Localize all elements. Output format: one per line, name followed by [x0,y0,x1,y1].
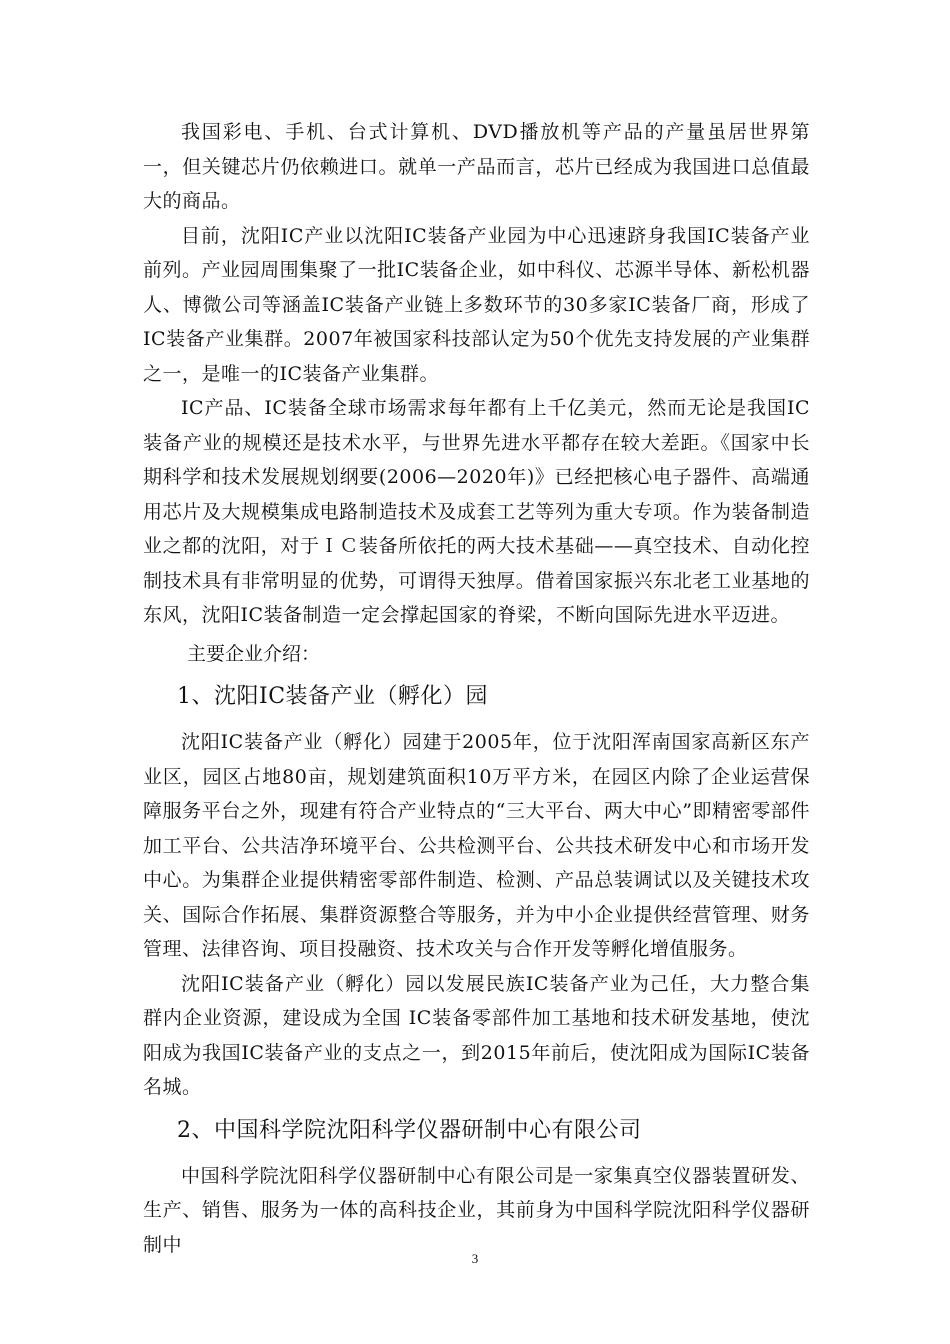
section-heading-ic-park: 1、沈阳IC装备产业（孵化）园 [177,684,489,709]
major-enterprises-label: 主要企业介绍： [187,642,321,665]
paragraph-chip-imports: 我国彩电、手机、台式计算机、DVD播放机等产品的产量虽居世界第一，但关键芯片仍依赖进口。就单一产品而言，芯片已经成为我国进口总值最大的商品。 [143,121,810,212]
paragraph-market-and-policy: IC产品、IC装备全球市场需求每年都有上千亿美元，然而无论是我国IC装备产业的规模还是技术水平，与世界先进水平都存在较大差距。《国家中长期科学和技术发展规划纲要(2006—2020年)》已经把核心电子器件、高端通用芯片及大规模集成电路制造技术及成套工艺等列为重大专项。作为装备制造业之都的沈阳，对于ＩＣ装备所依托的两大技术基础——真空技术、自动化控制技术具有非常明显的优势，可谓得天独厚。借着国家振兴东北老工业基地的东风，沈阳IC装备制造一定会撑起国家的脊梁，不断向国际先进水平迈进。 [143,397,810,626]
page-number: 3 [471,1251,479,1266]
paragraph-shenyang-ic-industry: 目前，沈阳IC产业以沈阳IC装备产业园为中心迅速跻身我国IC装备产业前列。产业园周围集聚了一批IC装备企业，如中科仪、芯源半导体、新松机器人、博微公司等涵盖IC装备产业链上多数环节的30多家IC装备厂商，形成了IC装备产业集群。2007年被国家科技部认定为50个优先支持发展的产业集群之一，是唯一的IC装备产业集群。 [143,224,810,385]
paragraph-sky-technology-overview: 中国科学院沈阳科学仪器研制中心有限公司是一家集真空仪器装置研发、生产、销售、服务为一体的高科技企业，其前身为中国科学院沈阳科学仪器研制中 [143,1164,810,1256]
paragraph-ic-park-goals: 沈阳IC装备产业（孵化）园以发展民族IC装备产业为己任，大力整合集群内企业资源，建设成为全国 IC装备零部件加工基地和技术研发基地，使沈阳成为我国IC装备产业的支点之一，到2015年前后，使沈阳成为国际IC装备名城。 [143,972,810,1098]
section-heading-sky-technology: 2、中国科学院沈阳科学仪器研制中心有限公司 [177,1117,642,1143]
page-body [143,115,810,1262]
paragraph-ic-park-overview: 沈阳IC装备产业（孵化）园建于2005年，位于沈阳浑南国家高新区东产业区，园区占地80亩，规划建筑面积10万平方米，在园区内除了企业运营保障服务平台之外，现建有符合产业特点的“三大平台、两大中心”即精密零部件加工平台、公共洁净环境平台、公共检测平台、公共技术研发中心和市场开发中心。为集群企业提供精密零部件制造、检测、产品总装调试以及关键技术攻关、国际合作拓展、集群资源整合等服务，并为中小企业提供经营管理、财务管理、法律咨询、项目投融资、技术攻关与合作开发等孵化增值服务。 [143,731,810,960]
